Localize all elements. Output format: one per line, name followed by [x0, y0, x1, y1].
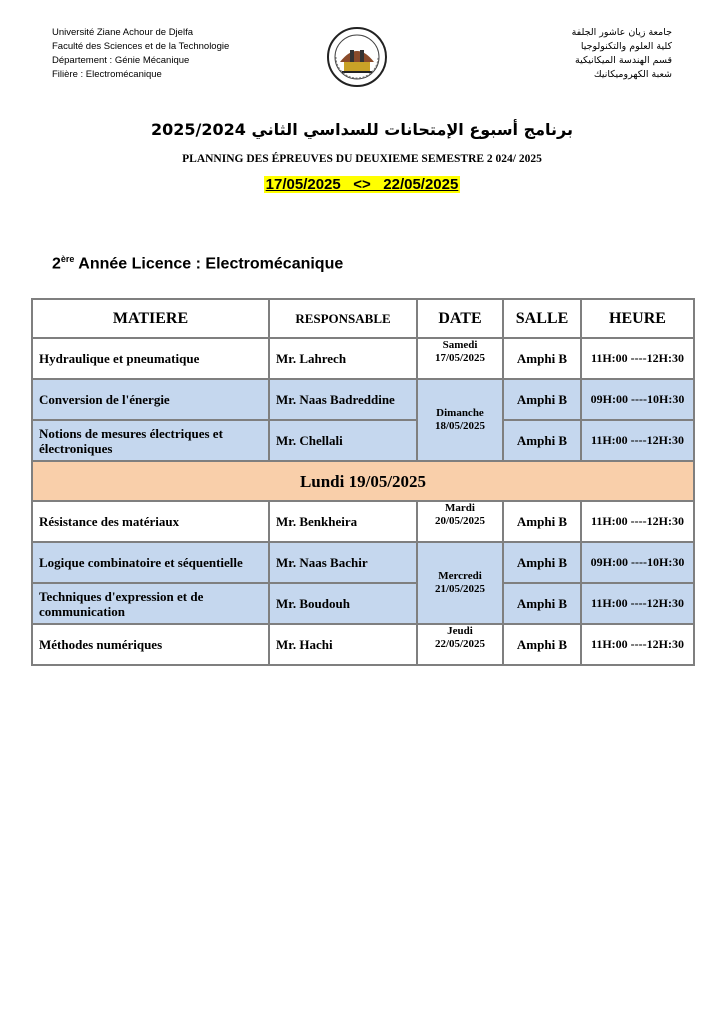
header-line: Département : Génie Mécanique: [52, 55, 190, 66]
cell-responsable: Mr. Lahrech: [269, 338, 417, 379]
table-header-row: [32, 299, 694, 338]
cell-matiere: Techniques d'expression et de communication: [32, 583, 269, 624]
date-value: 17/05/2025: [434, 352, 486, 364]
level-text: Année Licence : Electromécanique: [74, 255, 344, 273]
header-date: DATE: [417, 299, 503, 338]
cell-date: [417, 501, 503, 542]
cell-matiere: Hydraulique et pneumatique: [32, 338, 269, 379]
table-row: [32, 624, 694, 665]
cell-heure: 09H:00 ----10H:30: [581, 379, 694, 420]
date-value: 21/05/2025: [434, 583, 486, 595]
header-responsable: RESPONSABLE: [269, 299, 417, 338]
cell-matiere: Logique combinatoire et séquentielle: [32, 542, 269, 583]
level-sup: ère: [60, 254, 75, 264]
table-row: [32, 542, 694, 583]
date-value: 20/05/2025: [434, 515, 486, 527]
cell-heure: 11H:00 ----12H:30: [581, 583, 694, 624]
cell-heure: 11H:00 ----12H:30: [581, 420, 694, 461]
day-separator: Lundi 19/05/2025: [32, 461, 694, 501]
date-value: 22/05/2025: [434, 638, 486, 650]
cell-heure: 11H:00 ----12H:30: [581, 501, 694, 542]
cell-date: [417, 379, 503, 461]
period-wrap: [0, 176, 724, 194]
header-line: شعبة الكهروميكانيك: [593, 69, 672, 80]
table-row: [32, 379, 694, 420]
day-separator-row: [32, 461, 694, 501]
university-header-fr: [52, 26, 229, 82]
cell-date: [417, 338, 503, 379]
header-salle: SALLE: [503, 299, 581, 338]
header-line: جامعة زيان عاشور الجلفة: [571, 27, 672, 38]
cell-matiere: Méthodes numériques: [32, 624, 269, 665]
header-line: Université Ziane Achour de Djelfa: [52, 27, 193, 38]
date-day: Mardi: [445, 502, 475, 514]
table-row: [32, 338, 694, 379]
table-row: [32, 583, 694, 624]
cell-date: [417, 542, 503, 624]
cell-matiere: Conversion de l'énergie: [32, 379, 269, 420]
cell-salle: Amphi B: [503, 501, 581, 542]
date-day: Jeudi: [447, 625, 473, 637]
cell-matiere: Notions de mesures électriques et électroniques: [32, 420, 269, 461]
cell-heure: 09H:00 ----10H:30: [581, 542, 694, 583]
cell-heure: 11H:00 ----12H:30: [581, 338, 694, 379]
cell-salle: Amphi B: [503, 542, 581, 583]
cell-salle: Amphi B: [503, 338, 581, 379]
header-line: Filière : Electromécanique: [52, 69, 162, 80]
cell-salle: Amphi B: [503, 583, 581, 624]
cell-heure: 11H:00 ----12H:30: [581, 624, 694, 665]
cell-matiere: Résistance des matériaux: [32, 501, 269, 542]
table-row: [32, 420, 694, 461]
header-line: كلية العلوم والتكنولوجيا: [580, 41, 672, 52]
table-row: [32, 501, 694, 542]
date-value: 18/05/2025: [434, 420, 486, 432]
title-french: PLANNING DES ÉPREUVES DU DEUXIEME SEMESTRE 2 024/ 2025: [182, 153, 542, 165]
cell-responsable: Mr. Hachi: [269, 624, 417, 665]
cell-salle: Amphi B: [503, 379, 581, 420]
university-logo: [322, 26, 392, 88]
exam-schedule-table: [31, 298, 695, 666]
title-arabic: برنامج أسبوع الإمتحانات للسداسي الثاني 2025/2024: [150, 120, 574, 139]
cell-responsable: Mr. Naas Bachir: [269, 542, 417, 583]
level-number: 2: [52, 255, 61, 273]
cell-responsable: Mr. Boudouh: [269, 583, 417, 624]
date-day: Dimanche: [436, 407, 484, 419]
date-day: Samedi: [442, 339, 478, 351]
cell-date: [417, 624, 503, 665]
cell-responsable: Mr. Benkheira: [269, 501, 417, 542]
header-heure: HEURE: [581, 299, 694, 338]
header-matiere: MATIERE: [32, 299, 269, 338]
cell-salle: Amphi B: [503, 420, 581, 461]
header-line: قسم الهندسة الميكانيكية: [575, 55, 672, 66]
header-line: Faculté des Sciences et de la Technologie: [52, 41, 230, 52]
exam-period: 17/05/2025 <> 22/05/2025: [265, 176, 459, 193]
cell-responsable: Mr. Chellali: [269, 420, 417, 461]
date-day: Mercredi: [438, 570, 482, 582]
cell-salle: Amphi B: [503, 624, 581, 665]
university-header-ar: [572, 26, 672, 82]
level-title: [52, 254, 343, 273]
cell-responsable: Mr. Naas Badreddine: [269, 379, 417, 420]
